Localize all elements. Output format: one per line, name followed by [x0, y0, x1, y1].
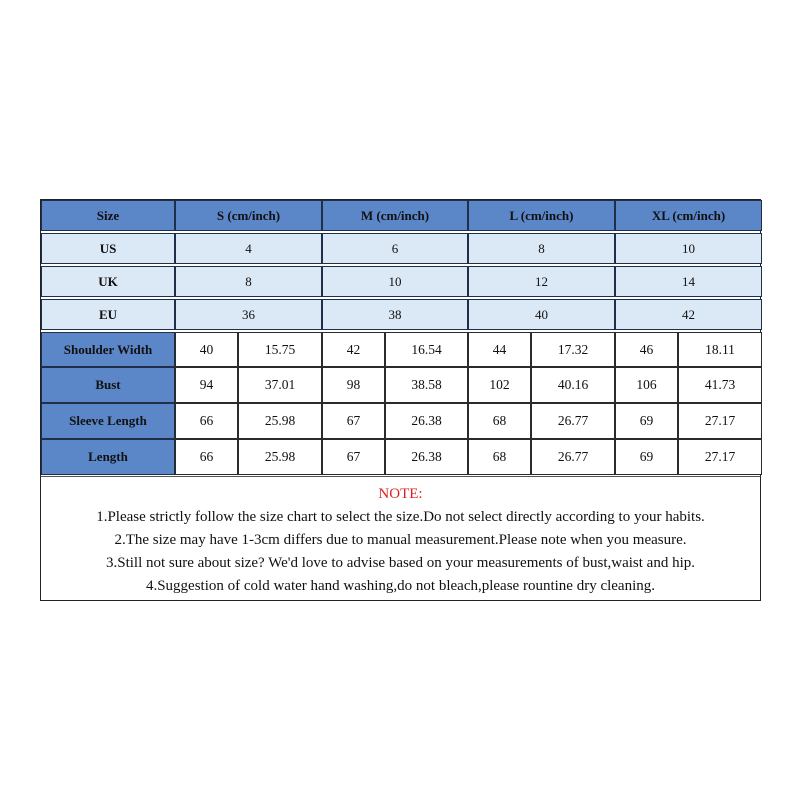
measure-cm: 44 [468, 332, 531, 367]
measure-inch: 41.73 [678, 367, 762, 403]
region-value: 10 [615, 233, 762, 264]
row-label-uk: UK [41, 266, 175, 297]
region-value: 10 [322, 266, 468, 297]
region-value: 38 [322, 299, 468, 330]
measure-cm: 94 [175, 367, 238, 403]
measure-cm: 40 [175, 332, 238, 367]
header-xl: XL (cm/inch) [615, 200, 762, 231]
measure-cm: 66 [175, 403, 238, 439]
measure-cm: 68 [468, 439, 531, 475]
note-line-4: 4.Suggestion of cold water hand washing,do not bleach,please rountine dry cleaning. [145, 578, 656, 594]
measure-inch: 18.11 [678, 332, 762, 367]
measure-cm: 98 [322, 367, 385, 403]
measure-inch: 26.38 [385, 439, 468, 475]
measure-cm: 102 [468, 367, 531, 403]
measure-cm: 46 [615, 332, 678, 367]
measure-cm: 66 [175, 439, 238, 475]
measure-inch: 37.01 [238, 367, 322, 403]
region-value: 40 [468, 299, 615, 330]
header-l: L (cm/inch) [468, 200, 615, 231]
measure-inch: 26.38 [385, 403, 468, 439]
region-value: 36 [175, 299, 322, 330]
row-label-length: Length [41, 439, 175, 475]
region-value: 6 [322, 233, 468, 264]
header-s: S (cm/inch) [175, 200, 322, 231]
measure-cm: 67 [322, 439, 385, 475]
measure-inch: 38.58 [385, 367, 468, 403]
measure-inch: 26.77 [531, 439, 615, 475]
measure-cm: 69 [615, 403, 678, 439]
notes-title: NOTE: [378, 486, 423, 502]
row-label-sleeve-length: Sleeve Length [41, 403, 175, 439]
note-line-2: 2.The size may have 1-3cm differs due to manual measurement.Please note when you measure. [114, 532, 687, 548]
region-value: 42 [615, 299, 762, 330]
measure-inch: 25.98 [238, 439, 322, 475]
note-line-1: 1.Please strictly follow the size chart to select the size.Do not select directly according to your habits. [96, 509, 705, 525]
region-value: 8 [175, 266, 322, 297]
note-line-3: 3.Still not sure about size? We'd love to advise based on your measurements of bust,waist and hip. [105, 555, 696, 571]
row-label-eu: EU [41, 299, 175, 330]
header-size: Size [41, 200, 175, 231]
region-value: 14 [615, 266, 762, 297]
measure-inch: 40.16 [531, 367, 615, 403]
row-label-bust: Bust [41, 367, 175, 403]
measure-inch: 17.32 [531, 332, 615, 367]
measure-inch: 27.17 [678, 439, 762, 475]
measure-inch: 25.98 [238, 403, 322, 439]
row-label-us: US [41, 233, 175, 264]
measure-inch: 15.75 [238, 332, 322, 367]
row-label-shoulder-width: Shoulder Width [41, 332, 175, 367]
measure-inch: 16.54 [385, 332, 468, 367]
notes-box [40, 476, 761, 601]
region-value: 8 [468, 233, 615, 264]
measure-inch: 27.17 [678, 403, 762, 439]
measure-inch: 26.77 [531, 403, 615, 439]
measure-cm: 67 [322, 403, 385, 439]
measure-cm: 69 [615, 439, 678, 475]
measure-cm: 106 [615, 367, 678, 403]
region-value: 4 [175, 233, 322, 264]
measure-cm: 42 [322, 332, 385, 367]
measure-cm: 68 [468, 403, 531, 439]
region-value: 12 [468, 266, 615, 297]
header-m: M (cm/inch) [322, 200, 468, 231]
